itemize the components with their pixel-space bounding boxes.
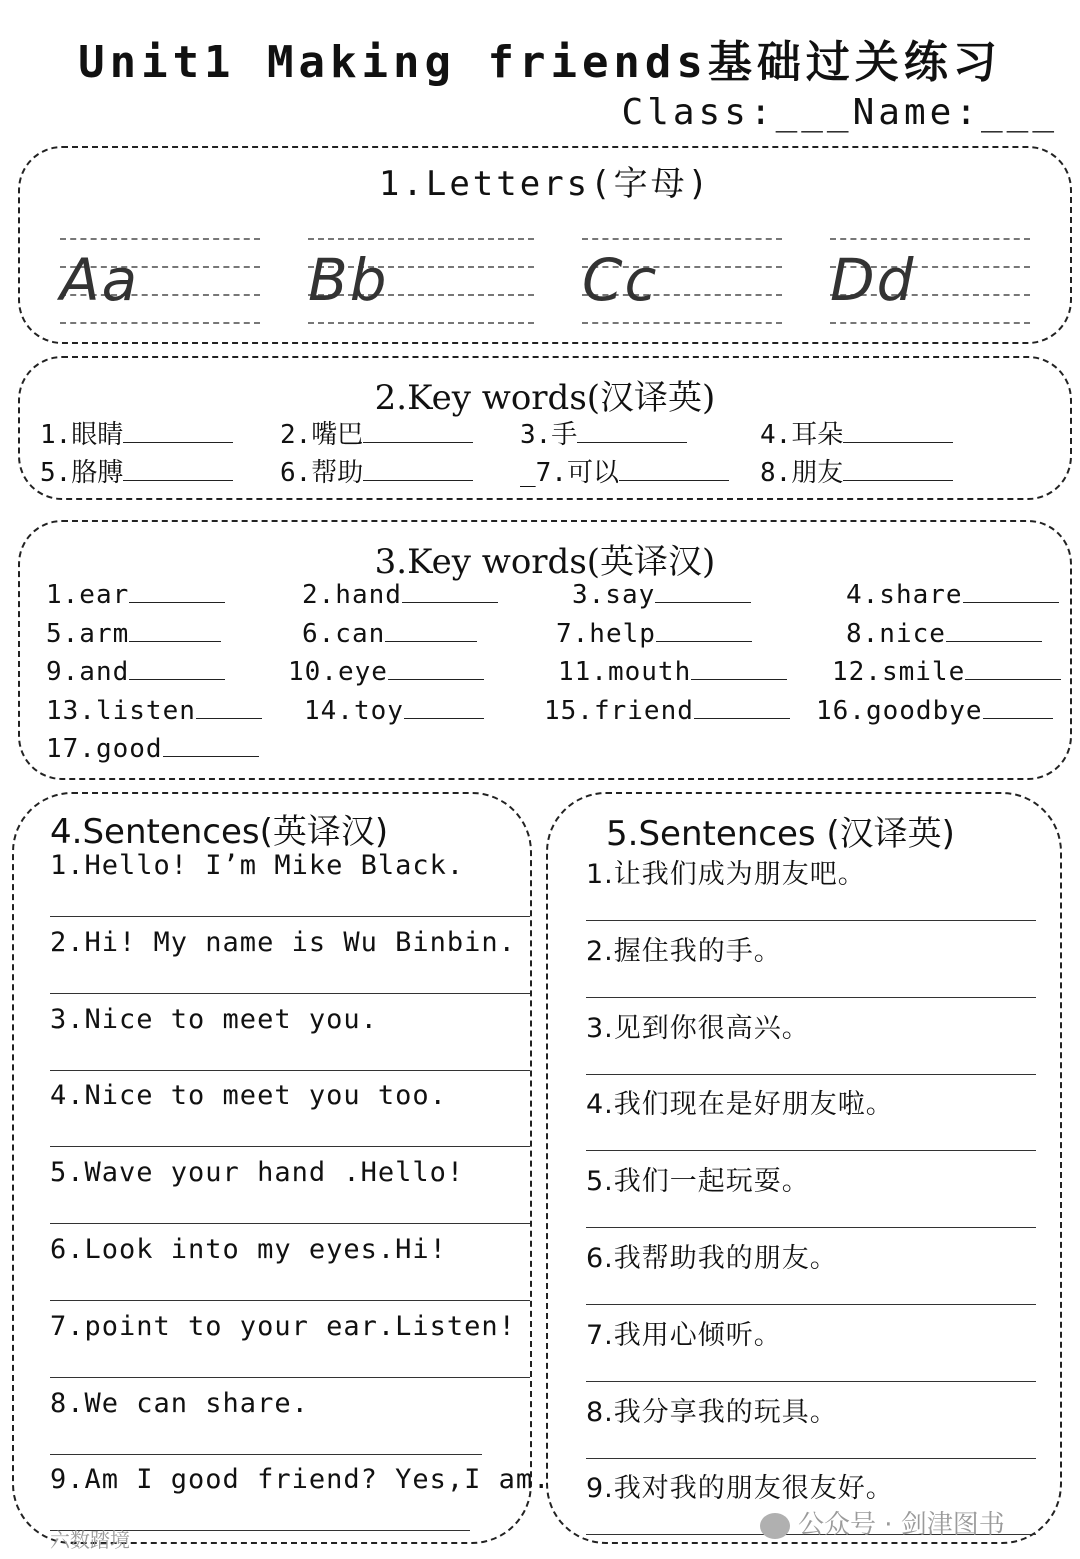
key-word-item xyxy=(760,414,953,451)
answer-line[interactable] xyxy=(586,1458,1036,1459)
key-word-item xyxy=(46,619,221,649)
section3-title: 3.Key words(英译汉) xyxy=(374,542,716,582)
answer-blank[interactable] xyxy=(965,657,1061,680)
key-word-item xyxy=(302,580,498,610)
key-word-text: 2.嘴巴 xyxy=(280,420,364,450)
key-word-text: _7.可以 xyxy=(520,458,619,488)
key-word-text: 3.手 xyxy=(520,420,578,450)
key-word-item xyxy=(280,414,473,451)
answer-blank[interactable] xyxy=(655,580,751,603)
answer-line[interactable] xyxy=(50,916,530,917)
key-word-text: 13.listen xyxy=(46,695,196,726)
answer-blank[interactable] xyxy=(196,696,262,719)
watermark-left: 六数踏境 xyxy=(50,1528,130,1552)
key-word-text: 6.can xyxy=(302,618,386,649)
letter-guide-2 xyxy=(308,238,534,322)
key-word-text: 12.smile xyxy=(832,657,966,687)
sentence-en: 9.Am I good friend? Yes,I am. xyxy=(50,1464,551,1496)
answer-blank[interactable] xyxy=(843,420,953,443)
answer-blank[interactable] xyxy=(694,696,790,719)
key-word-text: 16.goodbye xyxy=(816,695,983,726)
wechat-icon xyxy=(760,1513,790,1539)
key-word-text: 1.ear xyxy=(46,580,130,610)
answer-line[interactable] xyxy=(50,1454,482,1455)
key-word-item xyxy=(46,580,225,610)
answer-blank[interactable] xyxy=(129,619,221,642)
key-word-text: 8.朋友 xyxy=(760,458,844,488)
key-word-text: 5.arm xyxy=(46,618,130,649)
key-word-item xyxy=(832,657,1061,687)
answer-line[interactable] xyxy=(586,1150,1036,1151)
sentence-en: 2.Hi! My name is Wu Binbin. xyxy=(50,926,516,958)
answer-blank[interactable] xyxy=(163,734,259,757)
key-word-item xyxy=(520,414,687,451)
answer-blank[interactable] xyxy=(129,580,225,603)
answer-line[interactable] xyxy=(586,1304,1036,1305)
answer-line[interactable] xyxy=(50,1146,530,1147)
answer-blank[interactable] xyxy=(963,580,1059,603)
letter-pair: Aa xyxy=(60,246,140,314)
class-name-line: Class:___Name:___ xyxy=(621,92,1058,133)
key-word-text: 4.share xyxy=(846,580,963,610)
answer-line[interactable] xyxy=(586,920,1036,921)
key-word-text: 5.胳膊 xyxy=(40,458,124,488)
answer-blank[interactable] xyxy=(123,458,233,481)
letter-pair: Cc xyxy=(582,246,659,314)
answer-blank[interactable] xyxy=(946,619,1042,642)
guide-line xyxy=(830,238,1030,240)
answer-line[interactable] xyxy=(586,997,1036,998)
key-word-item xyxy=(816,696,1053,726)
guide-line xyxy=(308,322,534,324)
key-word-item xyxy=(46,696,262,726)
key-word-text: 17.good xyxy=(46,734,163,764)
sentence-en: 6.Look into my eyes.Hi! xyxy=(50,1234,447,1265)
section2-title: 2.Key words(汉译英) xyxy=(374,378,716,418)
answer-blank[interactable] xyxy=(388,657,484,680)
guide-line xyxy=(60,238,260,240)
sentence-en: 4.Nice to meet you too. xyxy=(50,1080,447,1112)
key-word-item xyxy=(46,734,259,764)
answer-line[interactable] xyxy=(50,1070,530,1071)
answer-blank[interactable] xyxy=(363,420,473,443)
key-word-text: 3.say xyxy=(572,580,656,610)
key-word-text: 4.耳朵 xyxy=(760,420,844,450)
answer-blank[interactable] xyxy=(577,420,687,443)
guide-line xyxy=(308,238,534,240)
sentence-cn: 1.让我们成为朋友吧。 xyxy=(586,859,866,890)
key-word-text: 2.hand xyxy=(302,580,402,610)
sentence-cn: 3.见到你很高兴。 xyxy=(586,1012,810,1044)
key-word-item xyxy=(40,414,233,451)
sentence-en: 5.Wave your hand .Hello! xyxy=(50,1157,465,1189)
sentence-en: 8.We can share. xyxy=(50,1387,309,1419)
sentence-en: 3.Nice to meet you. xyxy=(50,1003,378,1035)
letter-guide-4 xyxy=(830,238,1030,322)
key-word-item xyxy=(846,619,1042,649)
watermark-right xyxy=(760,1504,1005,1541)
answer-line[interactable] xyxy=(586,1227,1036,1228)
key-word-item xyxy=(556,619,752,649)
answer-blank[interactable] xyxy=(983,696,1053,719)
page-title: Unit1 Making friends基础过关练习 xyxy=(78,37,1002,88)
answer-line[interactable] xyxy=(50,1300,530,1301)
answer-blank[interactable] xyxy=(363,458,473,481)
answer-blank[interactable] xyxy=(129,657,225,680)
key-word-item xyxy=(558,657,787,687)
guide-line xyxy=(60,322,260,324)
sentence-cn: 7.我用心倾听。 xyxy=(586,1319,782,1351)
key-word-text: 11.mouth xyxy=(558,657,692,687)
key-word-item xyxy=(544,696,790,726)
key-word-item xyxy=(288,657,484,687)
key-word-text: 1.眼睛 xyxy=(40,420,124,450)
section5-title: 5.Sentences (汉译英) xyxy=(606,814,955,854)
key-word-text: 7.help xyxy=(556,618,656,649)
answer-blank[interactable] xyxy=(404,696,484,719)
answer-blank[interactable] xyxy=(691,657,787,680)
key-word-item xyxy=(280,452,473,489)
answer-blank[interactable] xyxy=(402,580,498,603)
key-word-text: 14.toy xyxy=(304,695,404,726)
answer-blank[interactable] xyxy=(123,420,233,443)
key-word-item xyxy=(520,452,729,489)
key-word-text: 10.eye xyxy=(288,657,388,687)
watermark-right-text: 公众号 · 剑津图书 xyxy=(798,1510,1005,1540)
sentence-cn: 9.我对我的朋友很友好。 xyxy=(586,1473,894,1505)
answer-blank[interactable] xyxy=(656,619,752,642)
answer-line[interactable] xyxy=(50,1223,530,1224)
answer-line[interactable] xyxy=(50,1377,530,1378)
key-word-item xyxy=(302,619,477,649)
answer-blank[interactable] xyxy=(843,458,953,481)
key-word-item xyxy=(40,452,233,489)
letter-pair: Bb xyxy=(308,246,389,314)
answer-line[interactable] xyxy=(586,1074,1036,1075)
section4-title: 4.Sentences(英译汉) xyxy=(50,812,389,852)
letter-pair: Dd xyxy=(830,246,916,314)
answer-blank[interactable] xyxy=(619,458,729,481)
answer-blank[interactable] xyxy=(385,619,477,642)
key-word-item xyxy=(46,657,225,687)
sentence-en: 1.Hello! I’m Mike Black. xyxy=(50,850,465,881)
sentence-en: 7.point to your ear.Listen! xyxy=(50,1310,516,1342)
key-word-text: 8.nice xyxy=(846,618,946,649)
key-word-item xyxy=(846,580,1059,610)
answer-line[interactable] xyxy=(586,1381,1036,1382)
sentence-cn: 4.我们现在是好朋友啦。 xyxy=(586,1089,894,1121)
sentence-cn: 5.我们一起玩耍。 xyxy=(586,1166,810,1198)
letter-guide-1 xyxy=(60,238,260,322)
guide-line xyxy=(582,238,782,240)
key-word-text: 6.帮助 xyxy=(280,458,364,488)
key-word-text: 9.and xyxy=(46,657,130,687)
guide-line xyxy=(830,322,1030,324)
key-word-item xyxy=(760,452,953,489)
answer-line[interactable] xyxy=(50,993,530,994)
key-word-text: 15.friend xyxy=(544,695,694,726)
sentence-cn: 2.握住我的手。 xyxy=(586,935,782,967)
guide-line xyxy=(582,322,782,324)
key-word-item xyxy=(572,580,751,610)
letter-guide-3 xyxy=(582,238,782,322)
key-word-item xyxy=(304,696,484,726)
section-letters-title: 1.Letters(字母) xyxy=(378,164,712,204)
sentence-cn: 8.我分享我的玩具。 xyxy=(586,1396,838,1428)
sentence-cn: 6.我帮助我的朋友。 xyxy=(586,1243,838,1274)
